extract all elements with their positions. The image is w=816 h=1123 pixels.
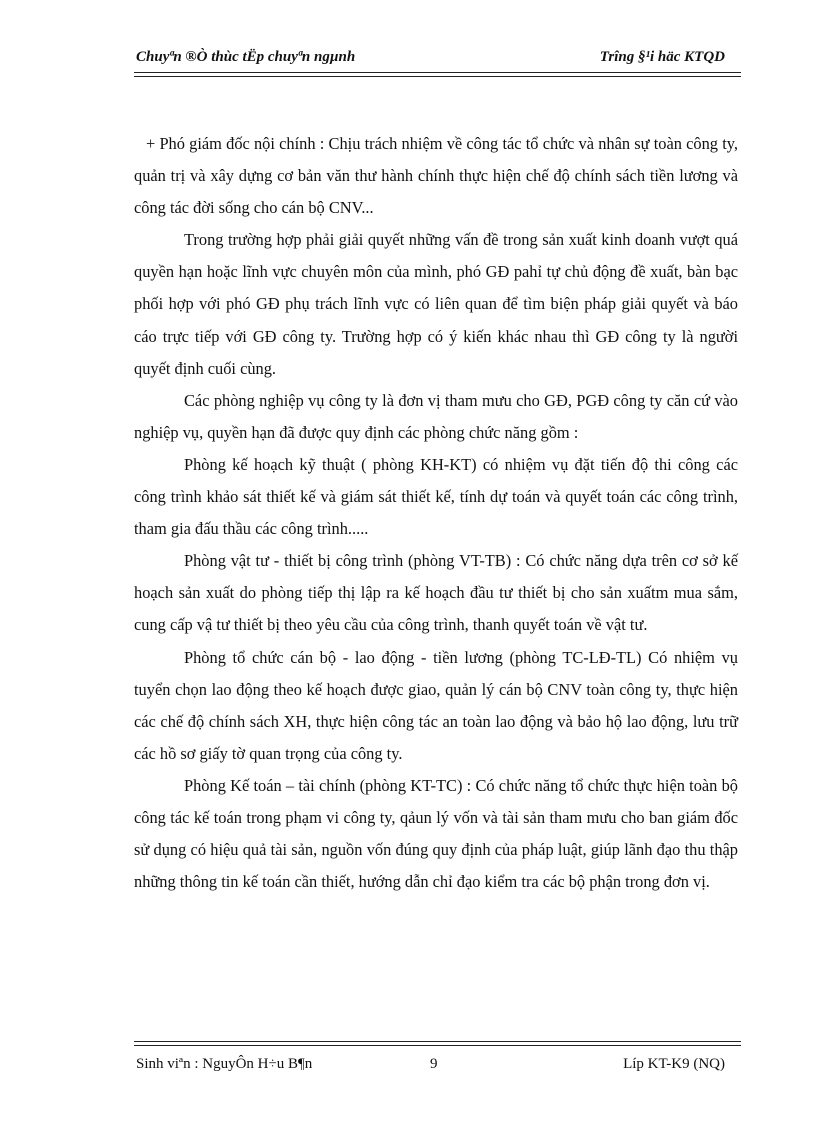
paragraph-hr-dept: Phòng tổ chức cán bộ - lao động - tiền lương (phòng TC-LĐ-TL) Có nhiệm vụ tuyển chọn lao động theo kế hoạch được giao, quản lý cán bộ CNV toàn công ty, thực hiện các chế độ chính sách XH, thực hiện công tác an toàn lao động và bảo hộ lao động, lưu trữ các hồ sơ giấy tờ quan trọng của công ty. <box>134 647 738 763</box>
page-header <box>134 46 741 72</box>
paragraph-planning-dept: Phòng kế hoạch kỹ thuật ( phòng KH-KT) có nhiệm vụ đặt tiến độ thi công các công trình khảo sát thiết kế và giám sát thiết kế, tính dự toán và quyết toán các công trình, tham gia đấu thầu các công trình..... <box>134 454 738 539</box>
header-rule-top <box>134 72 741 73</box>
paragraph-departments-intro: Các phòng nghiệp vụ công ty là đơn vị tham mưu cho GĐ, PGĐ công ty căn cứ vào nghiệp vụ, quyền hạn đã được quy định các phòng chức năng gồm : <box>134 390 738 442</box>
footer-rule-bottom <box>134 1045 741 1046</box>
paragraph-authority: Trong trường hợp phải giải quyết những vấn đề trong sản xuất kinh doanh vượt quá quyền hạn hoặc lĩnh vực chuyên môn của mình, phó GĐ pahỉ tự chủ động đề xuất, bàn bạc phối hợp với phó GĐ phụ trách lĩnh vực có liên quan để tìm biện pháp giải quyết và báo cáo trực tiếp với GĐ công ty. Trường hợp có ý kiến khác nhau thì GĐ công ty là người quyết định cuối cùng. <box>134 230 738 378</box>
paragraph-materials-dept: Phòng vật tư - thiết bị công trình (phòng VT-TB) : Có chức năng dựa trên cơ sở kế hoạch sản xuất do phòng tiếp thị lập ra kế hoạch đầu tư thiết bị cho sản xuấtm mua sắm, cung cấp vậ tư thiết bị theo yêu cầu của công trình, thanh quyết toán về vật tư. <box>134 551 738 635</box>
footer-rule-top <box>134 1041 741 1042</box>
footer-class: Líp KT-K9 (NQ) <box>623 1056 725 1072</box>
header-left-text: Chuyªn ®Ò thùc tËp chuyªn ngµnh <box>136 49 356 65</box>
page-number: 9 <box>430 1056 438 1072</box>
paragraph-vice-director: + Phó giám đốc nội chính : Chịu trách nhiệm về công tác tổ chức và nhân sự toàn công ty, quản trị và xây dựng cơ bản văn thư hành chính thực hiện chế độ chính sách tiền lương và công tác đời sống cho cán bộ CNV... <box>134 134 738 218</box>
footer-student-name: Sinh viªn : NguyÔn H÷u B¶n <box>136 1056 313 1072</box>
body-text <box>134 128 738 898</box>
header-right-text: Trîng §¹i häc KTQD <box>599 49 725 65</box>
paragraph-accounting-dept: Phòng Kế toán – tài chính (phòng KT-TC) : Có chức năng tổ chức thực hiện toàn bộ công tác kế toán trong phạm vi công ty, qảun lý vốn và tài sản tham mưu cho ban giám đốc sử dụng có hiệu quả tài sản, nguồn vốn đúng quy định của pháp luật, giúp lãnh đạo thu thập những thông tin kế toán cần thiết, hướng dẫn chỉ đạo kiểm tra các bộ phận trong đơn vị. <box>134 775 738 892</box>
header-rule-bottom <box>134 76 741 77</box>
